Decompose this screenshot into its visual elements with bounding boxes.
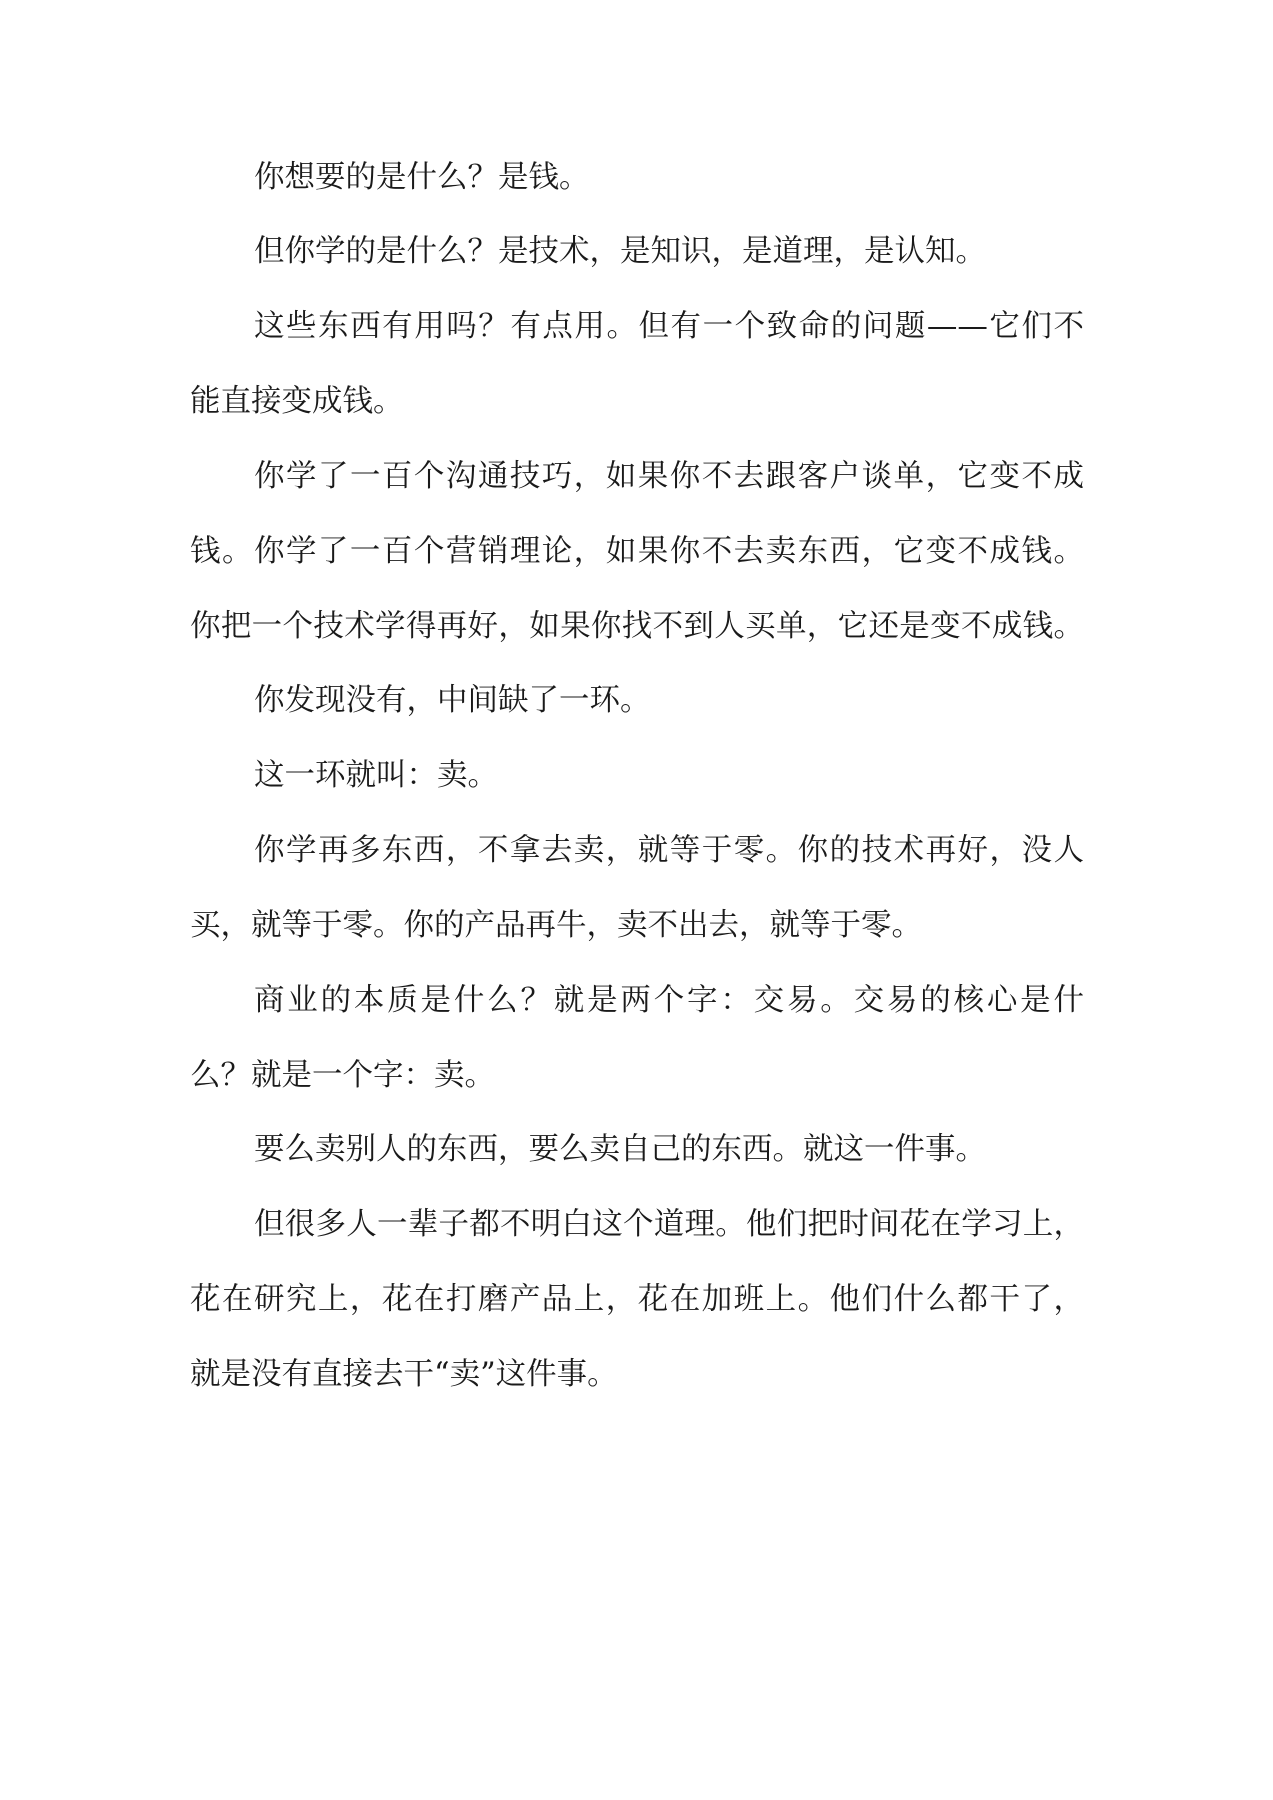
paragraph-line: 钱。你学了一百个营销理论，如果你不去卖东西，它变不成钱。	[190, 534, 1084, 569]
paragraph-line: 花在研究上，花在打磨产品上，花在加班上。他们什么都干了，	[190, 1282, 1084, 1317]
paragraph-line: 能直接变成钱。	[190, 384, 404, 419]
paragraph-line: 你想要的是什么？是钱。	[254, 160, 590, 195]
paragraph-line: 但很多人一辈子都不明白这个道理。他们把时间花在学习上，	[254, 1207, 1084, 1242]
paragraph-line: 就是没有直接去干“卖”这件事。	[190, 1357, 618, 1392]
paragraph-line: 买，就等于零。你的产品再牛，卖不出去，就等于零。	[190, 908, 922, 943]
paragraph-line: 你学了一百个沟通技巧，如果你不去跟客户谈单，它变不成	[254, 459, 1084, 494]
paragraph-line: 么？就是一个字：卖。	[190, 1058, 495, 1093]
paragraph-line: 要么卖别人的东西，要么卖自己的东西。就这一件事。	[254, 1132, 986, 1167]
paragraph-line: 你学再多东西，不拿去卖，就等于零。你的技术再好，没人	[254, 833, 1084, 868]
paragraph-line: 你发现没有，中间缺了一环。	[254, 683, 651, 718]
paragraph-line: 这一环就叫：卖。	[254, 758, 498, 793]
paragraph-line: 但你学的是什么？是技术，是知识，是道理，是认知。	[254, 234, 986, 269]
paragraph-line: 你把一个技术学得再好，如果你找不到人买单，它还是变不成钱。	[190, 609, 1084, 644]
paragraph-line: 商业的本质是什么？就是两个字：交易。交易的核心是什	[254, 983, 1084, 1018]
paragraph-line: 这些东西有用吗？有点用。但有一个致命的问题——它们不	[254, 309, 1084, 344]
